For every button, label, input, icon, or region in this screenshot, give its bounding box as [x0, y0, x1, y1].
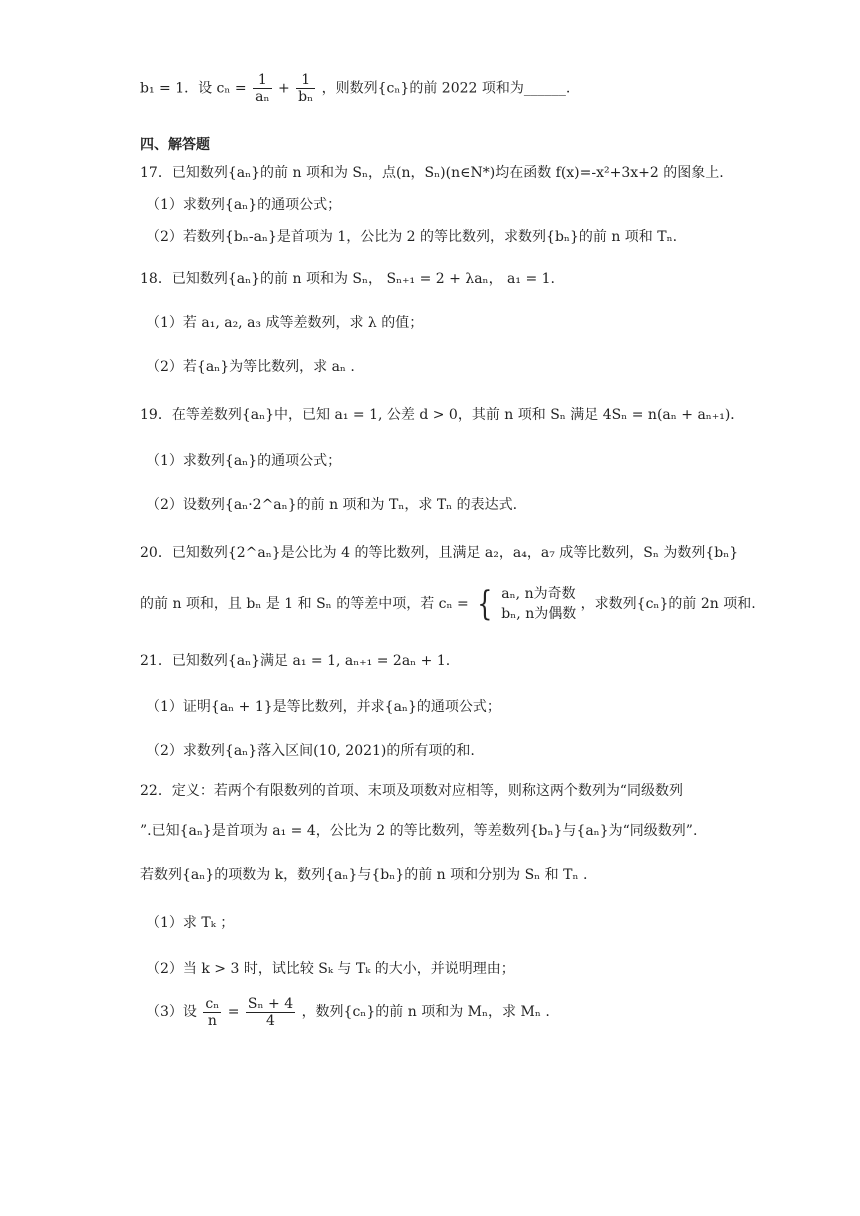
q22-fraction-2: $\frac{\text{Sₙ + 4}}{4}$ [247, 995, 294, 1029]
q22-fraction-1: $\frac{\text{cₙ}}{n}$ [205, 995, 220, 1029]
q19-part-2: （2）设数列{aₙ·2^aₙ}的前 n 项和为 Tₙ，求 Tₙ 的表达式. [146, 497, 518, 513]
q22-line-2: ”.已知{aₙ}是首项为 a₁ = 4，公比为 2 的等比数列，等差数列{bₙ}与{aₙ}为“同级数列”. [140, 823, 698, 839]
q20-cases: aₙ, n为奇数 bₙ, n为偶数 [501, 586, 577, 622]
q21-part-1: （1）证明{aₙ + 1}是等比数列，并求{aₙ}的通项公式； [146, 699, 501, 715]
q22-part-3: （3）设 $\frac{\text{cₙ}}{n}$ = $\frac{\text{Sₙ + 4}}{4}$ ，数列{cₙ}的前 n 项和为 Mₙ，求 Mₙ . [146, 995, 550, 1029]
q17-part-2: （2）若数列{bₙ-aₙ}是首项为 1，公比为 2 的等比数列，求数列{bₙ}的前 n 项和 Tₙ. [146, 229, 678, 245]
q19-stem: 19．在等差数列{aₙ}中，已知 a₁ = 1, 公差 d > 0，其前 n 项和 Sₙ 满足 4Sₙ = n(aₙ + aₙ₊₁)． [140, 407, 745, 423]
q22-part-1: （1）求 Tₖ ； [146, 915, 235, 931]
q17-part-1: （1）求数列{aₙ}的通项公式； [146, 197, 342, 213]
left-brace-icon: { [477, 584, 493, 624]
q16-prefix: b₁ = 1．设 cₙ = [140, 80, 247, 97]
q18-part-2: （2）若{aₙ}为等比数列，求 aₙ . [146, 359, 355, 375]
q18-stem: 18．已知数列{aₙ}的前 n 项和为 Sₙ， Sₙ₊₁ = 2 + λaₙ， a₁ = 1. [140, 271, 555, 287]
q19-part-1: （1）求数列{aₙ}的通项公式； [146, 453, 342, 469]
q22-part-2: （2）当 k > 3 时，试比较 Sₖ 与 Tₖ 的大小，并说明理由； [146, 961, 515, 977]
q20-line-2: 的前 n 项和，且 bₙ 是 1 和 Sₙ 的等差中项，若 cₙ = { aₙ, n为奇数 bₙ, n为偶数 ，求数列{cₙ}的前 2n 项和. [140, 584, 756, 624]
q16-tail: b₁ = 1．设 cₙ = $\frac{1}{\text{aₙ}}$ + $\frac{1}{\text{bₙ}}$ ，则数列{cₙ}的前 2022 项和为______. [140, 72, 571, 105]
q22-line-1: 22．定义：若两个有限数列的首项、末项及项数对应相等，则称这两个数列为“同级数列 [140, 783, 683, 799]
q18-part-1: （1）若 a₁, a₂, a₃ 成等差数列，求 λ 的值； [146, 315, 424, 331]
q16-suffix: ，则数列{cₙ}的前 2022 项和为______. [321, 80, 571, 97]
q21-stem: 21．已知数列{aₙ}满足 a₁ = 1, aₙ₊₁ = 2aₙ + 1. [140, 653, 451, 669]
section-title: 四、解答题 [140, 137, 210, 153]
q22-line-3: 若数列{aₙ}的项数为 k，数列{aₙ}与{bₙ}的前 n 项和分别为 Sₙ 和 Tₙ . [140, 867, 588, 883]
q16-fraction-1: $\frac{1}{\text{aₙ}}$ [255, 72, 270, 105]
q17-stem: 17．已知数列{aₙ}的前 n 项和为 Sₙ，点(n，Sₙ)(n∈N*)均在函数 f(x)=-x²+3x+2 的图象上. [140, 165, 724, 181]
q16-fraction-2: $\frac{1}{\text{bₙ}}$ [298, 72, 314, 105]
q20-line-1: 20．已知数列{2^aₙ}是公比为 4 的等比数列，且满足 a₂，a₄，a₇ 成等比数列，Sₙ 为数列{bₙ} [140, 545, 739, 561]
q21-part-2: （2）求数列{aₙ}落入区间(10, 2021)的所有项的和. [146, 743, 475, 759]
